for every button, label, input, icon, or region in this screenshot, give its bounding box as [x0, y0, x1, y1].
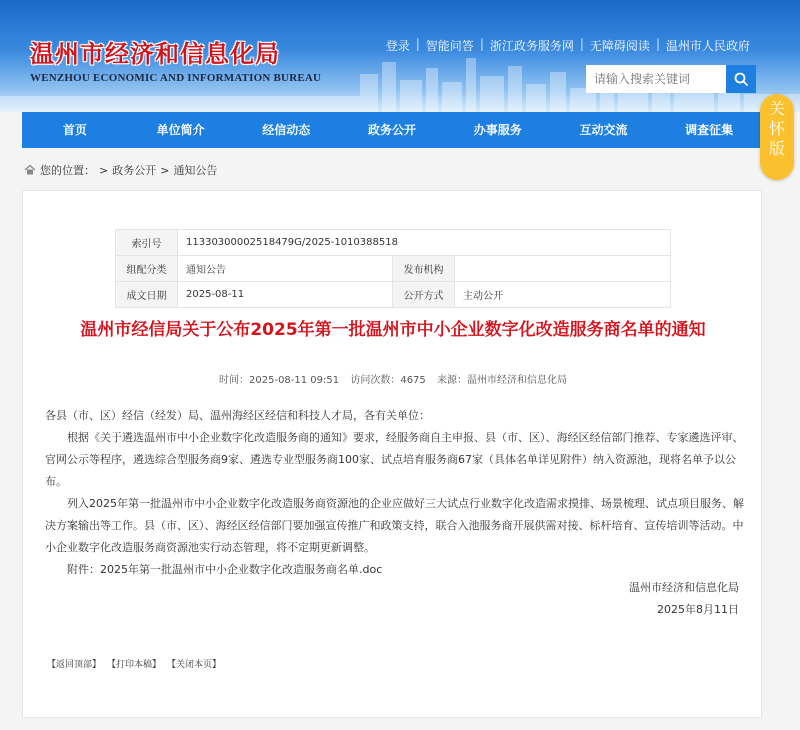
link-divider: | [415, 37, 420, 51]
metadata-table [115, 229, 671, 308]
accessibility-link[interactable]: 无障碍阅读 [589, 39, 650, 53]
site-logo-subtitle: WENZHOU ECONOMIC AND INFORMATION BUREAU [30, 72, 322, 84]
care-mode-char: 怀 [768, 119, 785, 138]
main-nav [22, 112, 762, 148]
breadcrumb-gov-affairs[interactable]: 政务公开 [112, 164, 157, 177]
date-value: 2025-08-11 [178, 282, 393, 308]
publisher-value [455, 256, 671, 282]
search-icon [734, 72, 748, 86]
index-value: 11330300002518479G/2025-1010388518 [178, 230, 671, 256]
nav-survey[interactable]: 调查征集 [685, 123, 734, 137]
close-page-link[interactable]: 【关闭本页】 [167, 660, 222, 670]
paragraph: 根据《关于遴选温州市中小企业数字化改造服务商的通知》要求，经服务商自主申报、县（市、区）、海经区经信部门推荐、专家遴选评审、官网公示等程序，遴选综合型服务商9家、遴选专业型服务商100家、试点培育服务商67家（具体名单详见附件）纳入资源池，现将名单予以公布。 [45, 431, 744, 488]
link-divider: | [479, 37, 484, 51]
salutation: 各县（市、区）经信（经发）局、温州海经区经信和科技人才局，各有关单位： [45, 409, 430, 422]
table-row [116, 230, 671, 256]
print-link[interactable]: 【打印本稿】 [107, 660, 162, 670]
sign-date: 2025年8月11日 [657, 603, 739, 616]
search-box [586, 65, 756, 93]
back-to-top-link[interactable]: 【返回顶部】 [47, 660, 102, 670]
nav-about[interactable]: 单位简介 [156, 123, 205, 137]
login-link[interactable]: 登录 [385, 39, 410, 53]
article-info [23, 371, 763, 386]
home-icon [24, 164, 36, 176]
breadcrumb-separator: > [99, 163, 109, 177]
link-divider: | [655, 37, 660, 51]
category-label: 组配分类 [116, 256, 178, 282]
nav-news[interactable]: 经信动态 [262, 123, 311, 137]
attachment-link[interactable]: 附件：2025年第一批温州市中小企业数字化改造服务商名单.doc [67, 563, 383, 576]
nav-gov-affairs[interactable]: 政务公开 [368, 123, 417, 137]
city-government-link[interactable]: 温州市人民政府 [665, 39, 750, 53]
article-actions [47, 657, 227, 670]
table-row [116, 256, 671, 282]
open-method-value: 主动公开 [455, 282, 671, 308]
category-value: 通知公告 [178, 256, 393, 282]
publisher-label: 发布机构 [393, 256, 455, 282]
site-logo-title[interactable]: 温州市经济和信息化局 [30, 40, 280, 68]
top-links [380, 37, 756, 54]
breadcrumb [24, 162, 217, 178]
search-input[interactable] [586, 65, 726, 93]
search-button[interactable] [726, 65, 756, 93]
smart-qa-link[interactable]: 智能问答 [425, 39, 474, 53]
link-divider: | [579, 37, 584, 51]
signature [629, 577, 739, 621]
breadcrumb-notices[interactable]: 通知公告 [173, 164, 218, 177]
open-method-label: 公开方式 [393, 282, 455, 308]
breadcrumb-separator: > [160, 163, 170, 177]
nav-home[interactable]: 首页 [62, 123, 87, 137]
index-label: 索引号 [116, 230, 178, 256]
care-mode-button[interactable] [760, 94, 794, 180]
care-mode-char: 关 [768, 99, 785, 118]
signer: 温州市经济和信息化局 [629, 581, 739, 594]
article-body [45, 405, 745, 581]
nav-services[interactable]: 办事服务 [473, 123, 522, 137]
table-row [116, 282, 671, 308]
care-mode-char: 版 [768, 139, 785, 158]
article-source: 来源：温州市经济和信息化局 [436, 375, 567, 386]
breadcrumb-prefix: 您的位置： [40, 164, 95, 177]
nav-interaction[interactable]: 互动交流 [579, 123, 628, 137]
publish-time: 时间：2025-08-11 09:51 [219, 375, 340, 386]
zhejiang-service-link[interactable]: 浙江政务服务网 [489, 39, 574, 53]
site-header [0, 0, 800, 112]
article-title: 温州市经信局关于公布2025年第一批温州市中小企业数字化改造服务商名单的通知 [80, 320, 706, 340]
view-count: 访问次数：4675 [350, 375, 426, 386]
paragraph: 列入2025年第一批温州市中小企业数字化改造服务商资源池的企业应做好三大试点行业数字化改造需求摸排、场景梳理、试点项目服务、解决方案输出等工作。县（市、区）、海经区经信部门要加强宣传推广和政策支持，联合入池服务商开展供需对接、标杆培育、宣传培训等活动。中小企业数字化改造服务商资源池实行动态管理，将不定期更新调整。 [45, 497, 744, 554]
date-label: 成文日期 [116, 282, 178, 308]
article-panel [22, 190, 762, 718]
